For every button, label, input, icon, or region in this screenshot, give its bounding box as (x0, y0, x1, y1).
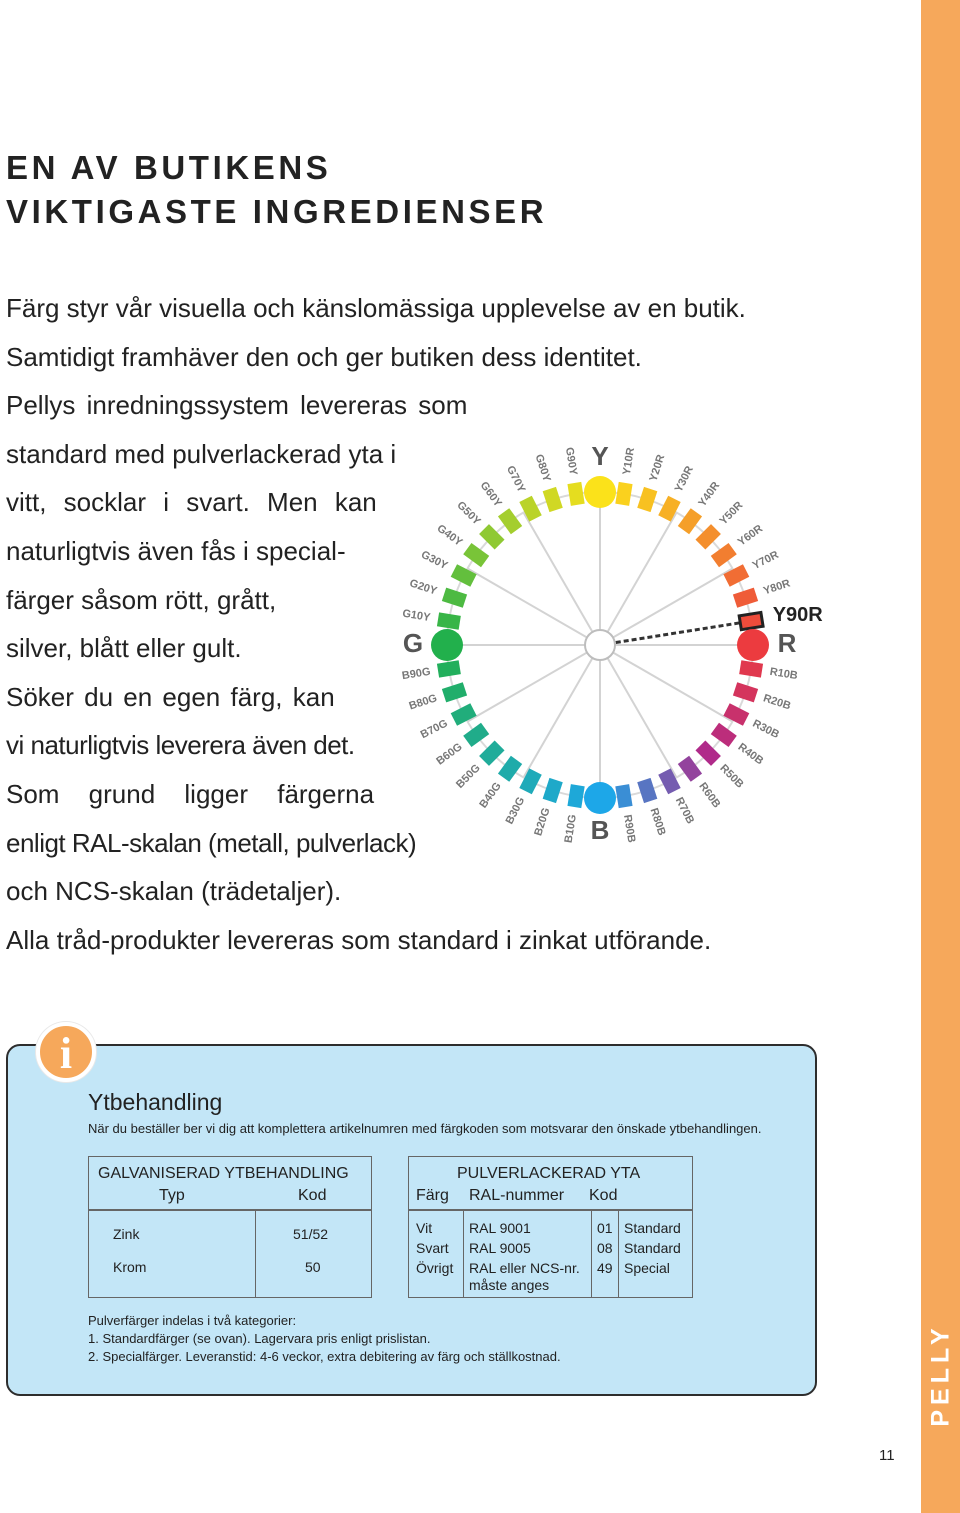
ncs-color-wheel (395, 440, 835, 860)
color-swatch (451, 564, 477, 586)
color-swatch (711, 723, 737, 747)
galv-row-code: 50 (305, 1259, 321, 1275)
color-swatch (615, 482, 632, 506)
color-swatch (567, 482, 584, 506)
color-swatch (678, 508, 702, 534)
pulver-row-color: Vit (416, 1220, 433, 1236)
wheel-spoke (524, 512, 601, 645)
footnote-line: 2. Specialfärger. Leveranstid: 4-6 veckor, extra debitering av färg och ställkostnad. (88, 1349, 561, 1364)
color-swatch (711, 543, 737, 567)
pulver-divider (591, 1210, 592, 1298)
swatch-label: G90Y (562, 446, 580, 477)
info-description: När du beställer ber vi dig att komplettera artikelnumren med färgkoden som motsvarar den önskade ytbehandlingen. (88, 1121, 762, 1136)
swatch-label: B30G (503, 795, 528, 827)
swatch-label: Y40R (696, 479, 723, 510)
color-swatch (463, 543, 489, 567)
page-heading (6, 146, 547, 234)
pulver-row-color: Övrigt (416, 1260, 454, 1276)
intro-line: Pellys inredningssystem levereras som (6, 390, 468, 421)
wheel-spoke (600, 645, 733, 722)
pulver-col-code: Kod (589, 1187, 618, 1204)
wheel-center (585, 630, 615, 660)
color-swatch (437, 660, 461, 677)
color-swatch (442, 588, 467, 608)
swatch-label: R60B (696, 780, 723, 811)
color-swatch (723, 703, 749, 725)
pulver-row-category: Special (624, 1260, 670, 1276)
swatch-label: G40Y (434, 522, 465, 549)
swatch-label: B90G (401, 665, 432, 683)
swatch-label: G10Y (401, 607, 432, 624)
color-swatch (739, 660, 763, 677)
intro-line: vi naturligtvis leverera även det. (6, 730, 355, 761)
pulver-row-color: Svart (416, 1240, 449, 1256)
primary-color-label: G (402, 627, 424, 658)
intro-line: silver, blått eller gult. (6, 633, 242, 664)
color-swatch (678, 756, 702, 782)
swatch-label: Y30R (672, 464, 696, 495)
primary-color-label: R (777, 627, 797, 658)
footnotes (88, 1312, 561, 1366)
intro-line: Söker du en egen färg, kan (6, 681, 335, 712)
wheel-spoke (600, 512, 677, 645)
wheel-spoke (467, 645, 600, 722)
wheel-spoke (467, 569, 600, 646)
galv-table-body (88, 1210, 372, 1298)
intro-line: standard med pulverlackerad yta i (6, 438, 397, 469)
pulver-row-code: 01 (597, 1220, 613, 1236)
color-swatch (615, 784, 632, 808)
galv-col-code: Kod (298, 1187, 327, 1204)
swatch-label: Y80R (761, 577, 792, 598)
galv-divider (255, 1210, 256, 1298)
swatch-label: R90B (621, 813, 638, 844)
pulver-row-code: 08 (597, 1240, 613, 1256)
swatch-label: R80B (647, 806, 668, 838)
swatch-label: Y90R (772, 604, 823, 627)
pulver-row-ral: RAL eller NCS-nr. (469, 1260, 580, 1276)
color-swatch (543, 778, 563, 803)
info-icon-glyph: i (59, 1029, 73, 1078)
brand-label: PELLY (926, 1323, 954, 1427)
color-swatch (463, 723, 489, 747)
pulver-row-code: 49 (597, 1260, 613, 1276)
galv-table-title: GALVANISERAD YTBEHANDLING (98, 1165, 349, 1182)
pulver-row-ral: RAL 9005 (469, 1240, 531, 1256)
pulver-row-ral: RAL 9001 (469, 1220, 531, 1236)
swatch-label: R20B (761, 692, 793, 713)
swatch-label: Y50R (717, 499, 746, 528)
galv-row-type: Krom (113, 1259, 147, 1275)
color-swatch (451, 703, 477, 725)
swatch-label: Y10R (620, 446, 638, 476)
primary-color-label: B (590, 814, 610, 845)
color-swatch (733, 588, 758, 608)
intro-line: enligt RAL-skalan (metall, pulverlack) (6, 827, 417, 858)
swatch-label: R10B (768, 665, 799, 683)
footnote-line: Pulverfärger indelas i två kategorier: (88, 1313, 297, 1328)
swatch-label: G50Y (454, 499, 483, 528)
primary-color-dot (584, 782, 616, 814)
pulver-col-color: Färg (416, 1187, 449, 1204)
color-swatch (519, 496, 541, 522)
wheel-spoke (524, 645, 601, 778)
heading-line-2: VIKTIGASTE INGREDIENSER (6, 193, 548, 230)
color-swatch (739, 612, 763, 629)
color-swatch (498, 508, 522, 534)
color-swatch (567, 784, 584, 808)
side-accent-strip (921, 0, 960, 1513)
pulver-row-ral-line2: måste anges (469, 1277, 550, 1293)
swatch-label: B10G (562, 813, 579, 844)
swatch-label: G30Y (419, 548, 450, 573)
swatch-label: B80G (407, 692, 439, 713)
swatch-label: G80Y (532, 452, 553, 484)
intro-line: Färg styr vår visuella och känslomässiga upplevelse av en butik. (6, 293, 746, 323)
swatch-label: G70Y (503, 463, 528, 495)
heading-line-1: EN AV BUTIKENS (6, 149, 332, 186)
page-number: 11 (879, 1447, 895, 1464)
intro-line: naturligtvis även fås i special- (6, 535, 346, 566)
swatch-label: B20G (532, 806, 553, 838)
pulver-row-category: Standard (624, 1240, 681, 1256)
galv-row-type: Zink (113, 1226, 140, 1242)
primary-color-dot (431, 629, 463, 661)
footnote-line: 1. Standardfärger (se ovan). Lagervara pris enligt prislistan. (88, 1331, 431, 1346)
color-swatch (442, 682, 467, 702)
side-brand (921, 1300, 960, 1450)
color-swatch (543, 487, 563, 512)
swatch-label: R50B (717, 762, 746, 791)
intro-line: Alla tråd-produkter levereras som standard i zinkat utförande. (6, 924, 712, 955)
intro-line: och NCS-skalan (trädetaljer). (6, 876, 342, 907)
swatch-label: G60Y (477, 479, 504, 510)
info-icon (36, 1022, 96, 1082)
primary-color-dot (737, 629, 769, 661)
swatch-label: B60G (434, 740, 465, 768)
color-swatch (658, 768, 680, 794)
primary-color-dot (584, 476, 616, 508)
color-swatch (637, 487, 657, 512)
color-swatch (723, 564, 749, 586)
swatch-label: Y70R (750, 548, 781, 573)
color-swatch (637, 778, 657, 803)
swatch-label: B70G (418, 717, 450, 742)
info-title: Ytbehandling (88, 1089, 223, 1115)
swatch-label: R40B (735, 741, 766, 768)
intro-line: vitt, socklar i svart. Men kan (6, 487, 377, 518)
pulver-row-category: Standard (624, 1220, 681, 1236)
wheel-spoke (600, 645, 677, 778)
swatch-label: B50G (454, 762, 483, 791)
pulver-divider (618, 1210, 619, 1298)
galv-row-code: 51/52 (293, 1226, 329, 1242)
pulver-col-ral: RAL-nummer (469, 1187, 565, 1204)
color-swatch (658, 496, 680, 522)
intro-line: Samtidigt framhäver den och ger butiken dess identitet. (6, 341, 642, 372)
intro-line: färger såsom rött, grått, (6, 584, 277, 615)
swatch-label: Y60R (735, 522, 766, 549)
pulver-divider (463, 1210, 464, 1298)
swatch-label: G20Y (407, 577, 439, 598)
intro-line: Som grund ligger färgerna (6, 778, 375, 809)
swatch-label: Y20R (647, 453, 668, 484)
swatch-label: R30B (750, 717, 782, 742)
galv-col-type: Typ (159, 1187, 185, 1204)
color-swatch (437, 612, 461, 629)
color-swatch (519, 768, 541, 794)
swatch-label: B40G (477, 780, 504, 811)
color-swatch (733, 682, 758, 702)
swatch-label: R70B (672, 795, 697, 826)
pulver-table-title: PULVERLACKERAD YTA (457, 1165, 641, 1182)
color-swatch (498, 756, 522, 782)
primary-color-label: Y (591, 440, 609, 471)
